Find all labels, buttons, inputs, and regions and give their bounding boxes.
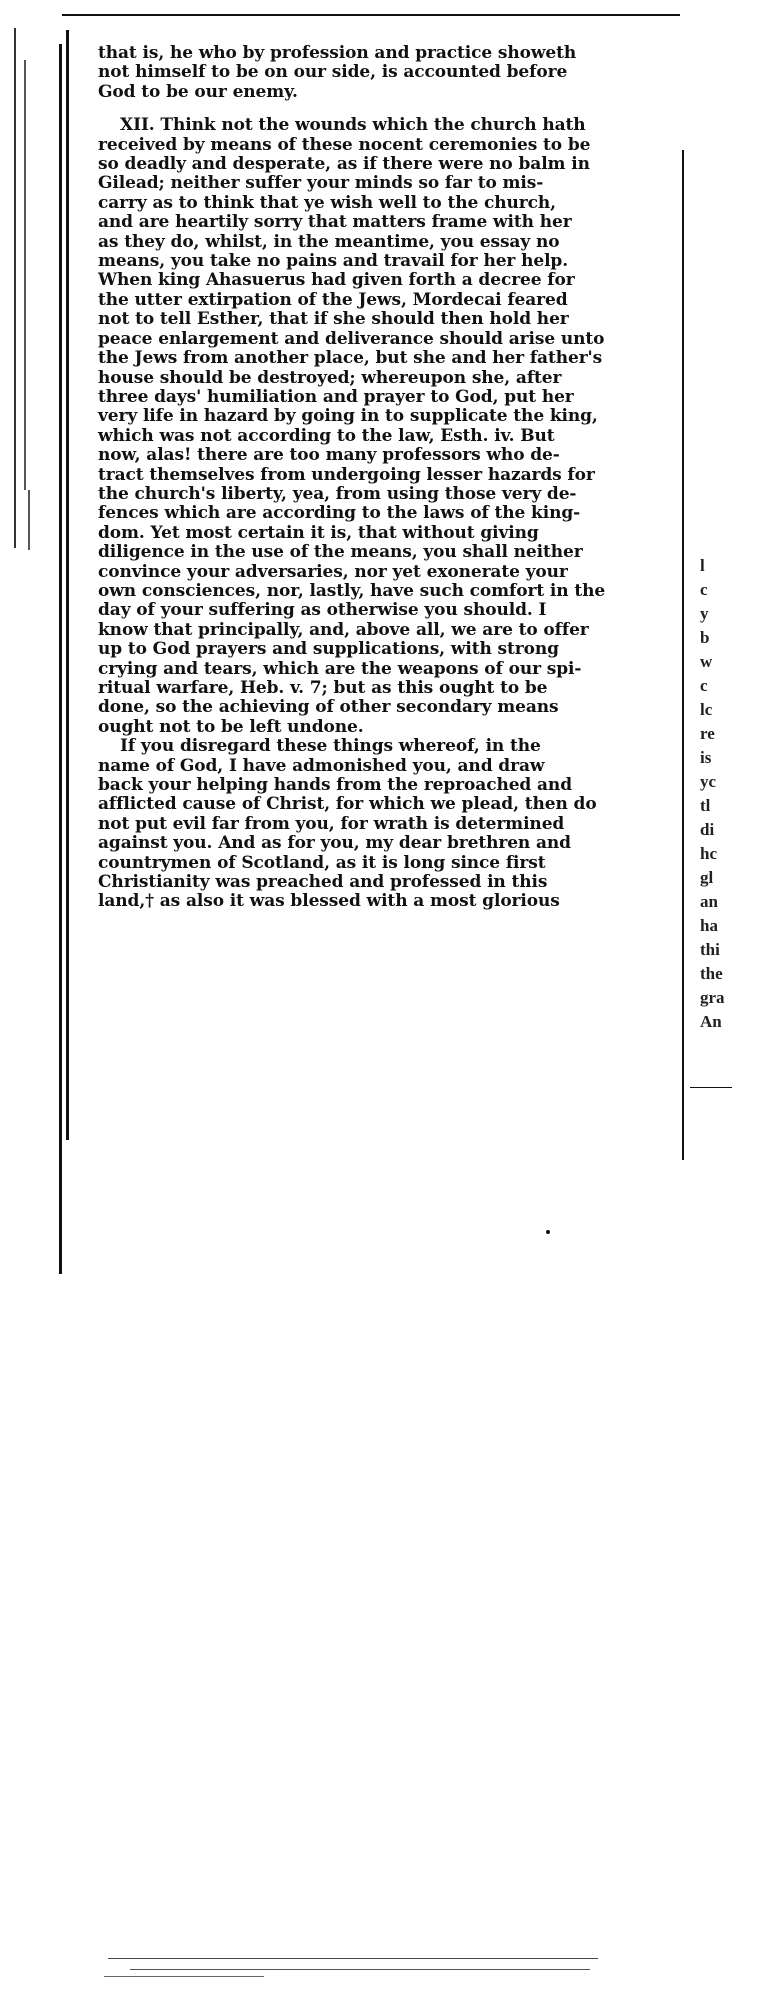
fragment: lc — [700, 700, 713, 719]
fragment: gra — [700, 988, 725, 1007]
paragraph: If you disregard these things whereof, in the name of God, I have admonished you, and draw back your helping hands from the reproached and afflicted cause of Christ, for which we plead, then do not put evil far from you, for wrath is determined against you. And as for you, my dear brethren and countrymen of Scotland, as it is long since first Christianity was preached and professed in this land,† as also it was blessed with a most glorious — [98, 736, 597, 912]
right-column-rule — [682, 150, 684, 1160]
fragment: the — [700, 964, 723, 983]
paragraph: that is, he who by profession and practice showeth not himself to be on our side, is accounted before God to be our enemy. — [98, 43, 577, 102]
column-rule — [59, 44, 62, 1274]
fragment: gl — [700, 868, 714, 887]
side-column-rule — [690, 1087, 732, 1088]
paragraph: XII. Think not the wounds which the church hath received by means of these nocent ceremonies to be so deadly and desperate, as if there were no balm in Gilead; neither suffer your minds so far to mis- carry as to think that ye wish well to the church, and are heartily sorry that matters frame with her as they do, whilst, in the meantime, you essay no means, you take no pains and travail for her help. When king Ahasuerus had given forth a decree for the utter extirpation of the Jews, Mordecai feared not to tell Esther, that if she should then hold her peace enlargement and deliverance should arise unto the Jews from another place, but she and her father's house should be destroyed; whereupon she, after three days' humiliation and prayer to God, put her very life in hazard by going in to supplicate the king, which was not according to the law, Esth. iv. But now, alas! there are too many professors who de- tract themselves from undergoing lesser hazards for the church's liberty, yea, from using those very de- fences which are according to the laws of the king- dom. Yet most certain it is, that without giving diligence in the use of the means, you shall neither convince your adversaries, nor yet exonerate your own consciences, nor, lastly, have such comfort in the day of your suffering as otherwise you should. I know that principally, and, above all, we are to offer up to God prayers and supplications, with strong crying and tears, which are the weapons of our spi- ritual warfare, Heb. v. 7; but as this ought to be done, so the achieving of other secondary means ought not to be left undone. — [98, 115, 606, 737]
fragment: An — [700, 1012, 722, 1031]
fragment: an — [700, 892, 718, 911]
fragment: c — [700, 676, 708, 695]
fragment: c — [700, 580, 708, 599]
bottom-rule — [104, 1976, 264, 1977]
fragment: ha — [700, 916, 718, 935]
text-column — [98, 44, 666, 912]
bottom-rule — [130, 1969, 590, 1970]
fragment: di — [700, 820, 715, 839]
left-margin-line — [24, 60, 26, 490]
left-margin-line — [28, 490, 30, 550]
fragment: thi — [700, 940, 720, 959]
bottom-rule — [108, 1958, 598, 1959]
top-rule — [62, 14, 680, 16]
fragment: l — [700, 556, 705, 575]
fragment: is — [700, 748, 712, 767]
fragment: yc — [700, 772, 717, 791]
ink-dot — [546, 1230, 550, 1234]
fragment: w — [700, 652, 713, 671]
fragment: y — [700, 604, 709, 623]
fragment: re — [700, 724, 715, 743]
fragment: hc — [700, 844, 717, 863]
column-rule — [66, 30, 69, 1140]
adjacent-column-fragments — [700, 554, 732, 1034]
fragment: b — [700, 628, 710, 647]
left-margin-line — [14, 28, 16, 548]
fragment: tl — [700, 796, 711, 815]
